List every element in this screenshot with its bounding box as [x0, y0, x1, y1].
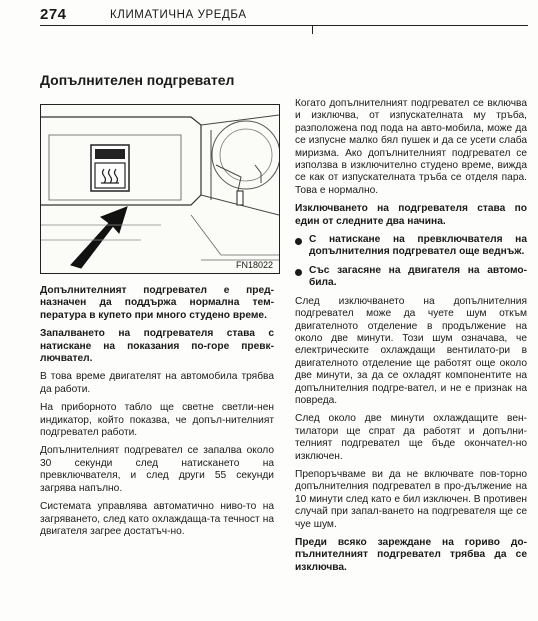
page-number: 274 [40, 6, 67, 23]
header-tick [312, 25, 313, 34]
refuel-warning: Преди всяко зареждане на гориво до-пълнителният подгревател трябва да се изключва. [295, 537, 527, 573]
timing-paragraph: Допълнителният подгревател се запалва около 30 секунди след натискането на превключвателя, и след други 55 секунди загрява напълно. [40, 445, 274, 494]
header-rule [40, 25, 528, 26]
intro-paragraph: Допълнителният подгревател е пред-назначен да поддържа нормална тем-пература в купето при много студено време. [40, 285, 274, 321]
bullet-item: С натискане на превключвателя на допълнителния подгревател още веднъж. [295, 234, 527, 259]
indicator-paragraph: На приборното табло ще светне светли-нен индикатор, който показва, че допъл-нителният подгревател работи. [40, 402, 274, 439]
restart-paragraph: Препоръчваме ви да не включвате пов-торно допълнителния подгревател в про-дължение на 10 минути след като е бил изключен. В противен случай при запал-ването на подгревателя ще се чуе шум. [295, 468, 527, 530]
fans-stop-paragraph: След около две минути охлаждащите вен-тилатори ще спрат да работят и допълни-телният подгревател ще бъде окончател-но изключен. [295, 413, 527, 462]
noise-paragraph: След изключването на допълнителния подгревател може да чуете шум откъм двигателното отделение в продължение на около две минути. Този шум означава, че електрическите охлаждащи вентилато-ри в двигателното отделение ще работят още около две минути, за да се охладят компонентите на допълнителния подгре-вател, и не е признак на повреда. [295, 295, 527, 406]
auto-control-paragraph: Системата управлява автоматично ниво-то на загряването, след като охлаждаща-та течност на двигателя загрее достатъч-но. [40, 501, 274, 537]
right-column [295, 98, 527, 580]
bullet-item: Със загасяне на двигателя на автомо-била. [295, 265, 527, 290]
page-heading: Допълнителен подгревател [40, 72, 235, 88]
start-paragraph: Запалването на подгревателя става с натискане на показания по-горе превк-лючвател. [40, 328, 274, 365]
bullet-dot-icon [295, 238, 302, 245]
bullet-dot-icon [295, 269, 302, 276]
page-header [0, 0, 538, 30]
heater-switch-illustration [40, 104, 280, 274]
smoke-paragraph: Когато допълнителният подгревател се включва и изключва, от изпускателната му тръба, разположена под пода на авто-мобила, може да се изпусне малко бял пушек и да се усети слаба миризма. Ако допълнителният подгревател се използва в изключително студено време, вижда се как от изпускателната тръба се отделя пара. Това е нормално. [295, 98, 527, 196]
engine-running-paragraph: В това време двигателят на автомобила трябва да работи. [40, 371, 274, 395]
left-column [40, 285, 274, 544]
pointer-arrow [71, 207, 127, 268]
section-title: КЛИМАТИЧНА УРЕДБА [110, 9, 247, 21]
figure-code: FN18022 [235, 260, 273, 270]
dashboard-drawing [41, 105, 279, 273]
switch-off-paragraph: Изключването на подгревателя става по един от следните два начина. [295, 203, 527, 227]
